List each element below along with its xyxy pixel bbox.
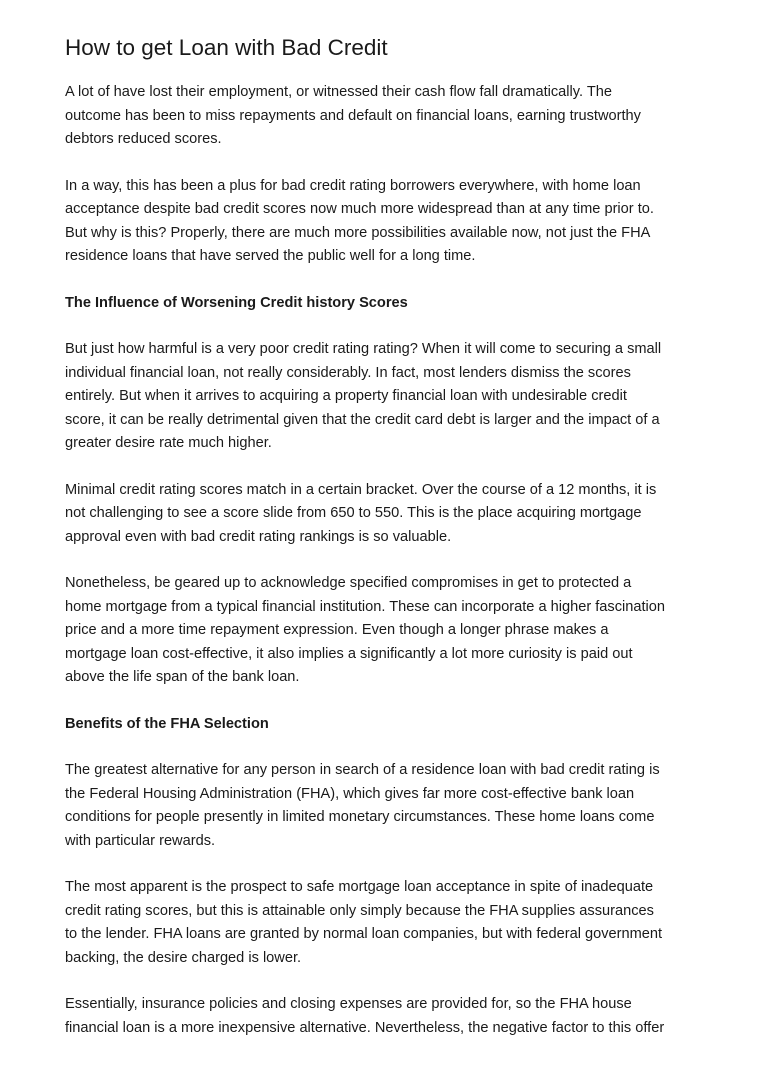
paragraph-minimal-scores	[65, 479, 715, 550]
text-line: acceptance despite bad credit scores now much more widespread than at any time prior to.	[65, 201, 654, 217]
paragraph-compromises	[65, 572, 715, 690]
text-line: score, it can be really detrimental given that the credit card debt is larger and the impact of a	[65, 411, 660, 428]
section-heading-influence: The Influence of Worsening Credit history Scores	[65, 294, 408, 311]
text-line: above the life span of the bank loan.	[65, 669, 300, 685]
text-line: But why is this? Properly, there are much more possibilities available now, not just the FHA	[65, 224, 651, 241]
paragraph-fha-apparent	[65, 876, 715, 970]
text-line: approval even with bad credit rating rankings is so valuable.	[65, 528, 452, 545]
paragraph-fha-alternative	[65, 759, 715, 853]
document-page	[65, 32, 715, 1063]
text-line: In a way, this has been a plus for bad credit rating borrowers everywhere, with home loan	[65, 177, 641, 194]
text-line: to the lender. FHA loans are granted by normal loan companies, but with federal government	[65, 926, 663, 942]
paragraph-harmful	[65, 338, 715, 456]
text-line: conditions for people presently in limited monetary circumstances. These home loans come	[65, 809, 655, 825]
text-line: backing, the desire charged is lower.	[65, 949, 302, 966]
text-line: individual financial loan, not really considerably. In fact, most lenders dismiss the scores	[65, 364, 631, 381]
document-title: How to get Loan with Bad Credit	[65, 35, 388, 60]
text-line: entirely. But when it arrives to acquiring a property financial loan with undesirable credit	[65, 388, 627, 404]
text-line: The most apparent is the prospect to safe mortgage loan acceptance in spite of inadequate	[65, 879, 654, 895]
paragraph-intro	[65, 81, 715, 152]
paragraph-plus	[65, 175, 715, 269]
text-line: credit rating scores, but this is attainable only simply because the FHA supplies assurances	[65, 902, 654, 919]
text-line: the Federal Housing Administration (FHA), which gives far more cost-effective bank loan	[65, 785, 635, 802]
text-line: But just how harmful is a very poor credit rating rating? When it will come to securing a small	[65, 341, 662, 357]
text-line: greater desire rate much higher.	[65, 435, 272, 451]
text-line: mortgage loan cost-effective, it also implies a significantly a lot more curiosity is paid out	[65, 645, 633, 662]
text-line: The greatest alternative for any person in search of a residence loan with bad credit rating is	[65, 762, 660, 778]
text-line: Essentially, insurance policies and closing expenses are provided for, so the FHA house	[65, 996, 632, 1012]
text-line: home mortgage from a typical financial institution. These can incorporate a higher fascination	[65, 598, 666, 615]
text-line: Minimal credit rating scores match in a certain bracket. Over the course of a 12 months, it is	[65, 481, 657, 498]
text-line: Nonetheless, be geared up to acknowledge specified compromises in get to protected a	[65, 575, 632, 591]
text-line: financial loan is a more inexpensive alternative. Nevertheless, the negative factor to this offer	[65, 1019, 665, 1036]
text-line: not challenging to see a score slide from 650 to 550. This is the place acquiring mortgage	[65, 505, 642, 521]
text-line: with particular rewards.	[65, 832, 216, 849]
text-line: outcome has been to miss repayments and default on financial loans, earning trustworthy	[65, 107, 641, 124]
text-line: debtors reduced scores.	[65, 131, 222, 147]
section-heading-fha-benefits: Benefits of the FHA Selection	[65, 715, 269, 732]
text-line: residence loans that have served the public well for a long time.	[65, 248, 476, 264]
text-line: price and a more time repayment expression. Even though a longer phrase makes a	[65, 622, 609, 638]
text-line: A lot of have lost their employment, or witnessed their cash flow fall dramatically. The	[65, 84, 612, 100]
paragraph-insurance	[65, 993, 715, 1040]
